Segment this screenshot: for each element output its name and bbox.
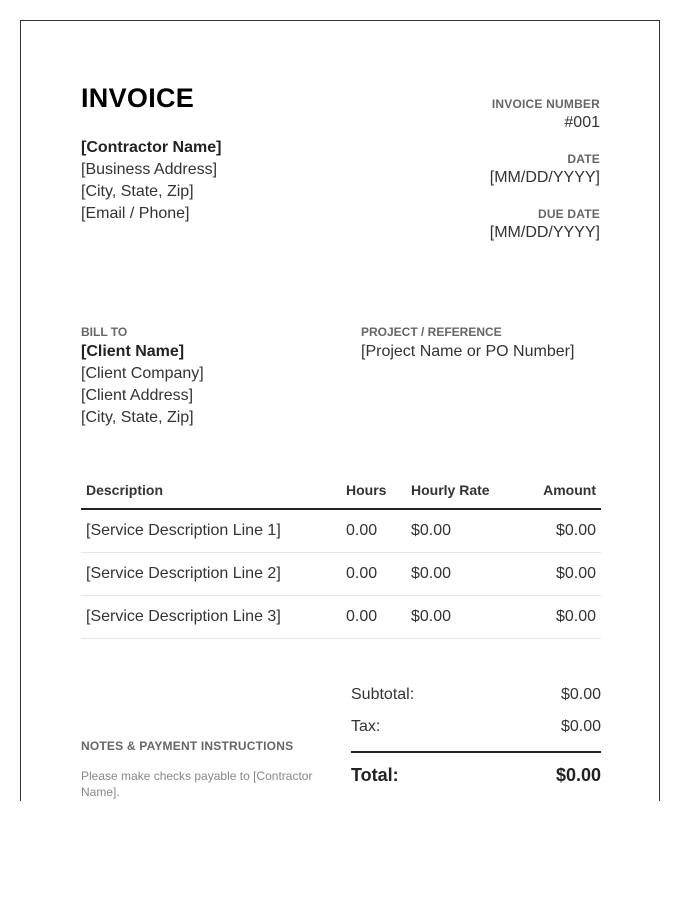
row-amount: $0.00	[526, 553, 601, 596]
client-address: [Client Address]	[81, 387, 194, 404]
project-block	[361, 325, 574, 363]
row-hours: 0.00	[341, 509, 406, 553]
client-company: [Client Company]	[81, 365, 204, 382]
client-city-state-zip: [City, State, Zip]	[81, 409, 194, 426]
table-row	[81, 509, 601, 553]
invoice-number-label: INVOICE NUMBER	[491, 97, 600, 111]
bill-to-label: BILL TO	[81, 325, 128, 339]
bill-to-block	[81, 325, 204, 429]
totals-block	[351, 683, 601, 787]
contractor-block	[81, 137, 221, 225]
row-description: [Service Description Line 1]	[81, 509, 341, 553]
row-hours: 0.00	[341, 596, 406, 639]
contractor-email-phone: [Email / Phone]	[81, 205, 190, 222]
invoice-date: [MM/DD/YYYY]	[489, 169, 600, 186]
row-rate: $0.00	[406, 553, 526, 596]
row-amount: $0.00	[526, 509, 601, 553]
total-label: Total:	[351, 765, 399, 785]
header-amount: Amount	[526, 472, 601, 509]
header-hours: Hours	[341, 472, 406, 509]
table-row	[81, 553, 601, 596]
notes-label: NOTES & PAYMENT INSTRUCTIONS	[81, 739, 294, 753]
project-value: [Project Name or PO Number]	[361, 343, 575, 360]
header-description: Description	[81, 472, 341, 509]
row-amount: $0.00	[526, 596, 601, 639]
due-date-label: DUE DATE	[537, 207, 600, 221]
subtotal-value: $0.00	[560, 686, 601, 703]
project-label: PROJECT / REFERENCE	[361, 325, 502, 339]
header-rate: Hourly Rate	[406, 472, 526, 509]
invoice-number: #001	[564, 114, 600, 131]
notes-block	[81, 739, 331, 800]
row-rate: $0.00	[406, 596, 526, 639]
row-rate: $0.00	[406, 509, 526, 553]
invoice-title: INVOICE	[81, 83, 195, 113]
subtotal-row	[351, 683, 601, 715]
date-label: DATE	[567, 152, 600, 166]
invoice-meta	[340, 97, 600, 262]
table-row	[81, 596, 601, 639]
row-description: [Service Description Line 2]	[81, 553, 341, 596]
business-address: [Business Address]	[81, 161, 218, 178]
totals-divider	[351, 751, 601, 753]
row-description: [Service Description Line 3]	[81, 596, 341, 639]
tax-value: $0.00	[560, 718, 601, 735]
line-items-table	[81, 472, 601, 639]
table-header-row	[81, 472, 601, 509]
due-date: [MM/DD/YYYY]	[489, 224, 600, 241]
contractor-name: [Contractor Name]	[81, 139, 222, 156]
client-name: [Client Name]	[81, 343, 185, 360]
contractor-city-state-zip: [City, State, Zip]	[81, 183, 194, 200]
total-row	[351, 763, 601, 787]
invoice-page	[20, 20, 660, 801]
notes-text: Please make checks payable to [Contractor Name].	[81, 769, 313, 799]
tax-row	[351, 715, 601, 747]
total-value: $0.00	[555, 765, 601, 785]
subtotal-label: Subtotal:	[351, 686, 415, 703]
tax-label: Tax:	[351, 718, 381, 735]
row-hours: 0.00	[341, 553, 406, 596]
